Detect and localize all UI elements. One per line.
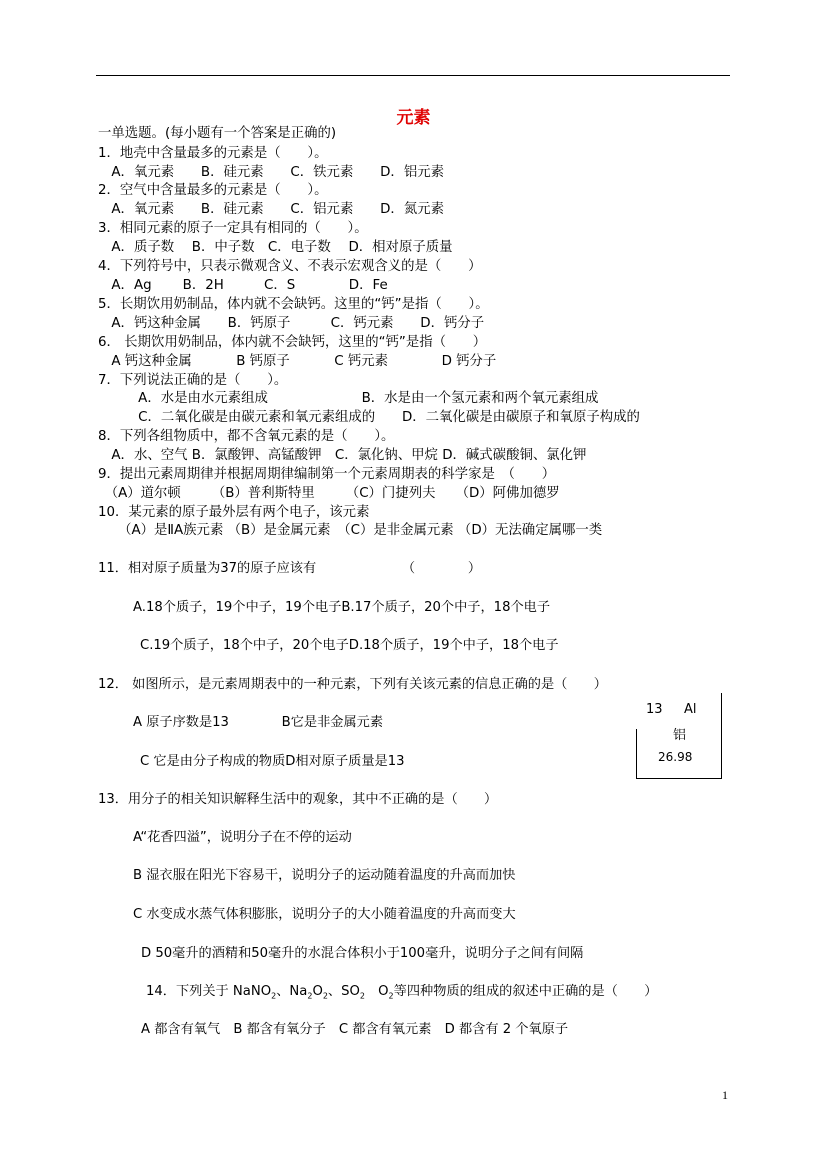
element-symbol: Al [684,702,697,717]
question-12-options-cd: C 它是由分子构成的物质D相对原子质量是13 [140,754,405,769]
question-13-option-b: B 湿衣服在阳光下容易干，说明分子的运动随着温度的升高而加快 [133,868,516,883]
question-7-options-ab: A．水是由水元素组成 B．水是由一个氢元素和两个氧元素组成 [98,391,599,406]
question-11-options-cd: C.19个质子，18个中子，20个电子D.18个质子，19个中子，18个电子 [140,638,559,653]
question-10: 10．某元素的原子最外层有两个电子，该元素 [98,505,370,520]
question-5: 5．长期饮用奶制品，体内就不会缺钙。这里的“钙”是指（ ）。 [98,297,489,312]
section-heading: 一单选题。(每小题有一个答案是正确的) [98,126,337,141]
element-name: 铝 [673,728,687,743]
question-13-option-a: A“花香四溢”，说明分子在不停的运动 [133,830,352,845]
atomic-mass: 26.98 [658,750,693,764]
question-8: 8．下列各组物质中，都不含氧元素的是（ ）。 [98,429,395,444]
question-2: 2．空气中含量最多的元素是（ ）。 [98,183,328,198]
atomic-number: 13 [646,702,663,717]
page-number: 1 [722,1088,728,1102]
question-13-option-c: C 水变成水蒸气体积膨胀，说明分子的大小随着温度的升高而变大 [133,907,516,922]
question-11-options-ab: A.18个质子，19个中子，19个电子B.17个质子，20个中子，18个电子 [133,600,551,615]
question-11: 11．相对原子质量为37的原子应该有 （ ） [98,561,482,576]
question-1-options: A．氧元素 B．硅元素 C．铁元素 D．铝元素 [98,165,444,180]
question-3-options: A．质子数 B．中子数 C．电子数 D．相对原子质量 [98,240,453,255]
question-4-options: A．Ag B．2H C．S D．Fe [98,278,388,293]
question-3: 3．相同元素的原子一定具有相同的（ ）。 [98,221,368,236]
question-12: 12． 如图所示，是元素周期表中的一种元素，下列有关该元素的信息正确的是（ ） [98,677,607,692]
question-2-options: A．氧元素 B．硅元素 C．铝元素 D．氮元素 [98,202,444,217]
header-rule [96,75,730,76]
question-12-options-ab: A 原子序数是13 B它是非金属元素 [133,715,384,730]
question-13-option-d: D 50毫升的酒精和50毫升的水混合体积小于100毫升，说明分子之间有间隔 [141,946,584,961]
question-14-options: A 都含有氧气 B 都含有氧分子 C 都含有氧元素 D 都含有 2 个氧原子 [141,1022,569,1037]
element-tile-aluminium [636,693,722,779]
question-9-options: （A）道尔顿 （B）普利斯特里 （C）门捷列夫 （D）阿佛加德罗 [98,486,560,501]
question-10-options: （A）是ⅡA族元素 （B）是金属元素 （C）是非金属元素 （D）无法确定属哪一类 [98,523,603,538]
question-8-options: A．水、空气 B．氯酸钾、高锰酸钾 C．氯化钠、甲烷 D．碱式碳酸铜、氯化钾 [98,448,587,463]
question-5-options: A．钙这种金属 B．钙原子 C．钙元素 D．钙分子 [98,316,485,331]
question-9: 9．提出元素周期律并根据周期律编制第一个元素周期表的科学家是 （ ） [98,467,556,482]
question-1: 1．地壳中含量最多的元素是（ ）。 [98,146,328,161]
question-13: 13．用分子的相关知识解释生活中的观象，其中不正确的是（ ） [98,792,498,807]
page-title: 元素 [396,108,431,128]
question-14: 14．下列关于 NaNO$_2$、$Na_2O_2$、$SO_2$ $O_2$等四种物质的组成的叙述中正确的是（ ） [146,984,658,1001]
question-7-options-cd: C．二氧化碳是由碳元素和氧元素组成的 D．二氧化碳是由碳原子和氧原子构成的 [98,410,640,425]
question-6: 6． 长期饮用奶制品，体内就不会缺钙，这里的“钙”是指（ ） [98,335,487,350]
question-7: 7．下列说法正确的是（ ）。 [98,373,288,388]
question-6-options: A 钙这种金属 B 钙原子 C 钙元素 D 钙分子 [98,354,497,369]
question-4: 4．下列符号中，只表示微观含义、不表示宏观含义的是（ ） [98,259,482,274]
